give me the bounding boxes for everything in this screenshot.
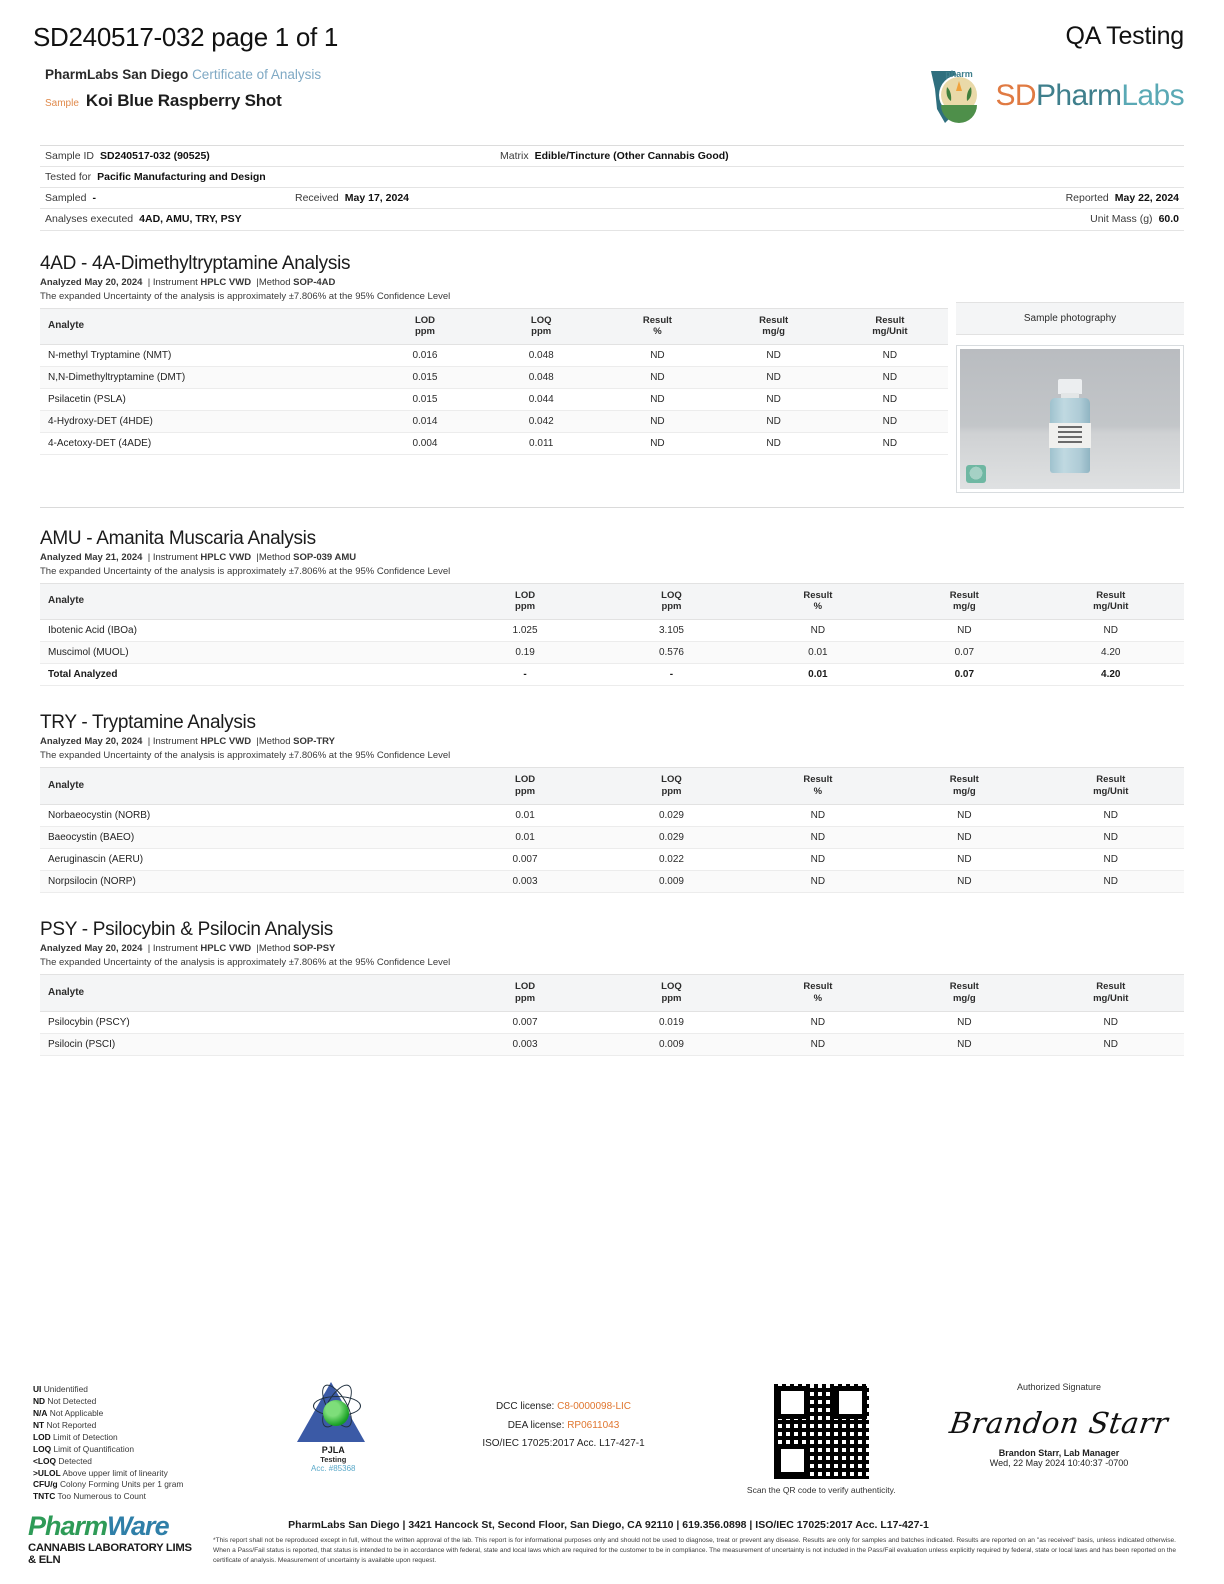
instrument-label: Instrument xyxy=(152,551,198,563)
received-cell xyxy=(295,192,545,205)
table-row xyxy=(40,871,1184,893)
cell-result-mgg: ND xyxy=(891,805,1037,827)
qr-caption: Scan the QR code to verify authenticity. xyxy=(746,1485,896,1496)
instrument-value: HPLC VWD xyxy=(200,736,252,748)
col-result-mgg: Result mg/g xyxy=(716,308,832,345)
section-meta: Analyzed May 21, 2024 | Instrument HPLC VWD |Method SOP-039 AMU xyxy=(40,551,357,563)
legend-item xyxy=(33,1432,248,1444)
brand-pharm: Pharm xyxy=(1035,79,1122,112)
cell-result-mgunit: ND xyxy=(1038,871,1184,893)
pjla-accreditation-number: Acc. #85368 xyxy=(311,1464,356,1474)
legend-text: Not Detected xyxy=(45,1396,97,1407)
page-header xyxy=(0,0,1224,53)
document-id: SD240517-032 page 1 of 1 xyxy=(33,22,339,52)
cell-result-pct: ND xyxy=(599,345,715,367)
table-row-total xyxy=(40,664,1184,686)
section-divider xyxy=(40,507,1184,508)
legend-abbr: <LOQ xyxy=(33,1455,57,1466)
table-row xyxy=(40,389,948,411)
instrument-label: Instrument xyxy=(152,943,198,954)
legend-item xyxy=(33,1396,248,1408)
cell-analyte: Psilocin (PSCI) xyxy=(40,1033,452,1055)
legend-abbr: UI xyxy=(33,1384,42,1395)
table-row xyxy=(40,642,1184,664)
cell-analyte: Psilocybin (PSCY) xyxy=(40,1011,452,1033)
section-uncertainty: The expanded Uncertainty of the analysis is approximately ±7.806% at the 95% Confidence Level xyxy=(40,957,451,968)
table-row xyxy=(40,805,1184,827)
cell-lod: 0.19 xyxy=(452,642,598,664)
sampled-value: - xyxy=(92,192,96,205)
brand-wordmark xyxy=(995,79,1184,113)
legend-text: Detected xyxy=(56,1455,92,1466)
iso-accreditation-line: ISO/IEC 17025:2017 Acc. L17-427-1 xyxy=(482,1438,645,1450)
cell-result-mgg: ND xyxy=(716,345,832,367)
matrix-label: Matrix xyxy=(500,150,529,162)
cell-analyte: 4-Acetoxy-DET (4ADE) xyxy=(40,433,367,455)
col-result-pct: Result % xyxy=(599,308,715,345)
col-analyte: Analyte xyxy=(40,308,367,345)
qa-testing-title: QA Testing xyxy=(1065,22,1184,50)
bottle-label xyxy=(1049,423,1091,448)
photo-frame xyxy=(956,345,1184,493)
cell-loq: 0.576 xyxy=(598,642,744,664)
col-result-mgg: Result mg/g xyxy=(891,583,1037,620)
method-label: Method xyxy=(258,551,291,563)
legend-abbr: NT xyxy=(33,1419,45,1430)
cell-lod: 0.003 xyxy=(452,1033,598,1055)
info-row-analyses xyxy=(40,209,1184,230)
cell-result-mgunit: ND xyxy=(1038,849,1184,871)
section-4ad xyxy=(40,253,1184,508)
cell-result-pct: ND xyxy=(745,849,891,871)
legend-text: Too Numerous to Count xyxy=(55,1491,146,1502)
lab-name: PharmLabs San Diego xyxy=(45,67,189,82)
analyses-label: Analyses executed xyxy=(45,213,134,226)
tested-for-label: Tested for xyxy=(45,171,92,184)
cell-lod: 0.01 xyxy=(452,827,598,849)
sample-id-label: Sample ID xyxy=(45,150,95,162)
watermark-icon xyxy=(966,465,986,483)
cell-analyte: Norpsilocin (NORP) xyxy=(40,871,452,893)
cell-result-pct: ND xyxy=(599,389,715,411)
pharmware-wordmark xyxy=(28,1513,193,1540)
instrument-label: Instrument xyxy=(152,276,198,288)
cell-result-pct: ND xyxy=(745,620,891,642)
signature-image: Brandon Starr xyxy=(947,1406,1171,1441)
sdpharmlabs-logo xyxy=(925,65,1184,127)
received-label: Received xyxy=(295,192,339,205)
table-row xyxy=(40,411,948,433)
cell-result-mgunit: ND xyxy=(832,411,948,433)
dea-license-value: RP0611043 xyxy=(567,1419,620,1431)
cell-lod: 0.015 xyxy=(367,389,483,411)
table-row xyxy=(40,345,948,367)
dcc-license-line: DCC license: C8-0000098-LIC xyxy=(495,1401,632,1413)
matrix-cell xyxy=(500,150,1179,163)
pharmware-logo xyxy=(28,1513,193,1566)
cell-loq: 0.042 xyxy=(483,411,599,433)
cell-result-mgg: ND xyxy=(891,871,1037,893)
legend-item xyxy=(33,1420,248,1432)
legend-text: Above upper limit of linearity xyxy=(60,1467,168,1478)
analyte-table-psy xyxy=(40,974,1184,1056)
cell-loq: 0.048 xyxy=(483,367,599,389)
col-result-mgg: Result mg/g xyxy=(891,768,1037,805)
unit-mass-cell xyxy=(500,213,1179,226)
table-row xyxy=(40,1033,1184,1055)
analyte-table-amu xyxy=(40,583,1184,687)
tested-for-cell xyxy=(45,171,500,184)
cell-lod: 0.015 xyxy=(367,367,483,389)
legend-abbr: CFU/g xyxy=(33,1479,58,1490)
legend-abbr: LOD xyxy=(33,1431,51,1442)
table-body-amu xyxy=(40,620,1184,686)
pjla-mark-icon xyxy=(297,1382,369,1444)
col-loq: LOQ ppm xyxy=(483,308,599,345)
brand-sd: SD xyxy=(995,79,1036,112)
legend-item xyxy=(33,1468,248,1480)
table-row xyxy=(40,367,948,389)
method-label: Method xyxy=(258,736,291,748)
table-body-try xyxy=(40,805,1184,893)
legend-abbr: LOQ xyxy=(33,1443,52,1454)
reported-label: Reported xyxy=(1065,192,1109,205)
cell-lod: 0.016 xyxy=(367,345,483,367)
footer-disclaimer: *This report shall not be reproduced except in full, without the written approval of the lab. This report is for informational purposes only and should not be used to diagnose, treat or prevent any disease. Results are only for samples and batches indicated. Results are reported on an "as received" basis, unless indicated otherwise. When a Pass/Fail status is reported, that status is intended to be in accordance with federal, state and local laws which are required for the customer to be in compliance. The measurement of uncertainty is not included in the Pass/Fail evaluation unless explicitly required by federal, state or local laws and has been reported on the certificate of analysis. Measurement of uncertainty is available upon request. xyxy=(213,1537,1176,1565)
cell-lod: 0.007 xyxy=(452,849,598,871)
col-result-mgunit: Result mg/Unit xyxy=(832,308,948,345)
cell-result-mgunit: ND xyxy=(1038,620,1184,642)
unit-mass-label: Unit Mass (g) xyxy=(1090,213,1153,226)
cell-total-loq: - xyxy=(598,664,744,686)
cell-result-pct: ND xyxy=(599,411,715,433)
reported-value: May 22, 2024 xyxy=(1114,192,1179,205)
matrix-value: Edible/Tincture (Other Cannabis Good) xyxy=(534,150,729,162)
info-row-sample-id xyxy=(40,146,1184,167)
analyte-table-try xyxy=(40,767,1184,893)
instrument-value: HPLC VWD xyxy=(200,943,252,954)
info-row-tested-for xyxy=(40,167,1184,188)
signature-block xyxy=(934,1376,1184,1468)
analyses-cell xyxy=(45,213,500,226)
pharmware-part2: Ware xyxy=(107,1511,169,1541)
cell-loq: 0.022 xyxy=(598,849,744,871)
sampled-label: Sampled xyxy=(45,192,87,205)
cell-result-mgg: ND xyxy=(891,1011,1037,1033)
cell-result-mgg: ND xyxy=(891,1033,1037,1055)
instrument-label: Instrument xyxy=(152,736,198,748)
cell-result-mgunit: ND xyxy=(832,433,948,455)
cell-lod: 0.01 xyxy=(452,805,598,827)
col-result-pct: Result % xyxy=(745,583,891,620)
cell-analyte: Aeruginascin (AERU) xyxy=(40,849,452,871)
sample-line xyxy=(45,91,321,111)
section-meta: Analyzed May 20, 2024 | Instrument HPLC VWD |Method SOP-4AD xyxy=(40,276,336,288)
method-value: SOP-PSY xyxy=(293,943,336,954)
cell-result-mgunit: ND xyxy=(1038,1011,1184,1033)
method-label: Method xyxy=(258,276,291,288)
license-block xyxy=(419,1376,709,1454)
dcc-license-value: C8-0000098-LIC xyxy=(557,1401,632,1413)
subheader xyxy=(0,53,1224,127)
cell-loq: 0.011 xyxy=(483,433,599,455)
sample-photo-image xyxy=(960,349,1180,489)
pjla-sub: Testing xyxy=(320,1455,347,1465)
cell-result-mgunit: ND xyxy=(1038,827,1184,849)
col-lod: LOD ppm xyxy=(452,768,598,805)
coa-label: Certificate of Analysis xyxy=(192,67,322,82)
reported-cell xyxy=(545,192,1179,205)
cell-result-pct: ND xyxy=(599,367,715,389)
signer-name-role: Brandon Starr, Lab Manager xyxy=(998,1448,1120,1459)
sample-tag-label: Sample xyxy=(45,98,79,109)
method-value: SOP-TRY xyxy=(293,736,336,748)
section-title: TRY - Tryptamine Analysis xyxy=(40,712,256,734)
cell-result-pct: ND xyxy=(745,1033,891,1055)
page-footer xyxy=(0,1376,1224,1584)
sample-name: Koi Blue Raspberry Shot xyxy=(85,91,282,110)
col-loq: LOQ ppm xyxy=(598,768,744,805)
legend-text: Limit of Detection xyxy=(50,1431,118,1442)
cell-result-mgunit: ND xyxy=(832,389,948,411)
col-result-mgunit: Result mg/Unit xyxy=(1038,768,1184,805)
cell-lod: 1.025 xyxy=(452,620,598,642)
cell-lod: 0.007 xyxy=(452,1011,598,1033)
qr-code-icon[interactable] xyxy=(774,1384,869,1479)
analyzed-date: May 20, 2024 xyxy=(84,943,143,954)
cell-total-pct: 0.01 xyxy=(745,664,891,686)
table-header-row xyxy=(40,583,1184,620)
col-result-pct: Result % xyxy=(745,768,891,805)
col-lod: LOD ppm xyxy=(452,975,598,1012)
analyzed-label: Analyzed xyxy=(40,943,82,954)
section-psy xyxy=(40,919,1184,1056)
table-row xyxy=(40,849,1184,871)
info-row-dates xyxy=(40,188,1184,209)
cell-loq: 0.009 xyxy=(598,871,744,893)
bottle-cap xyxy=(1058,379,1082,394)
sample-id-value: SD240517-032 (90525) xyxy=(100,150,210,162)
cell-lod: 0.004 xyxy=(367,433,483,455)
sample-photography-panel xyxy=(956,302,1184,493)
section-try xyxy=(40,712,1184,893)
analyzed-date: May 20, 2024 xyxy=(84,736,143,748)
table-body-4ad xyxy=(40,345,948,455)
cell-analyte: Muscimol (MUOL) xyxy=(40,642,452,664)
table-header-row xyxy=(40,975,1184,1012)
cell-total-mgg: 0.07 xyxy=(891,664,1037,686)
col-result-mgg: Result mg/g xyxy=(891,975,1037,1012)
section-amu xyxy=(40,528,1184,687)
instrument-value: HPLC VWD xyxy=(200,551,252,563)
legend-item xyxy=(33,1491,248,1503)
lab-name-line xyxy=(45,67,321,82)
legend-abbr: ND xyxy=(33,1396,46,1407)
col-result-mgunit: Result mg/Unit xyxy=(1038,583,1184,620)
abbreviation-legend xyxy=(33,1376,248,1503)
section-title: 4AD - 4A-Dimethyltryptamine Analysis xyxy=(40,252,351,274)
footer-address: PharmLabs San Diego | 3421 Hancock St, Second Floor, San Diego, CA 92110 | 619.356.0898 | ISO/IEC 17025:2017 Acc. L17-427-1 xyxy=(288,1519,929,1532)
unit-mass-value: 60.0 xyxy=(1158,213,1179,226)
tested-for-value: Pacific Manufacturing and Design xyxy=(97,171,266,184)
cell-result-mgg: ND xyxy=(891,849,1037,871)
legend-item xyxy=(33,1408,248,1420)
col-lod: LOD ppm xyxy=(452,583,598,620)
cell-result-mgg: ND xyxy=(716,433,832,455)
cell-result-pct: ND xyxy=(599,433,715,455)
cell-result-pct: ND xyxy=(745,805,891,827)
section-uncertainty: The expanded Uncertainty of the analysis is approximately ±7.806% at the 95% Confidence Level xyxy=(40,290,451,302)
analyte-table-4ad xyxy=(40,308,948,456)
legend-text: Colony Forming Units per 1 gram xyxy=(57,1479,184,1490)
cell-result-mgunit: ND xyxy=(832,367,948,389)
legend-text: Not Applicable xyxy=(47,1407,104,1418)
cell-result-mgunit: ND xyxy=(1038,805,1184,827)
authorized-signature-label: Authorized Signature xyxy=(1016,1382,1102,1393)
legend-item xyxy=(33,1384,248,1396)
sample-info-table xyxy=(40,145,1184,231)
svg-text:pharm: pharm xyxy=(945,69,974,79)
cell-total-mgunit: 4.20 xyxy=(1038,664,1184,686)
pjla-accreditation-logo xyxy=(273,1376,393,1473)
table-header-row xyxy=(40,308,948,345)
table-row xyxy=(40,827,1184,849)
col-analyte: Analyte xyxy=(40,768,452,805)
cell-result-pct: ND xyxy=(745,871,891,893)
pharmware-part1: Pharm xyxy=(28,1511,108,1541)
legend-text: Unidentified xyxy=(41,1384,88,1395)
cell-result-mgunit: 4.20 xyxy=(1038,642,1184,664)
california-bear-logo-icon xyxy=(925,65,991,127)
cell-analyte: Psilacetin (PSLA) xyxy=(40,389,367,411)
cell-result-mgg: ND xyxy=(716,389,832,411)
cell-result-mgg: ND xyxy=(891,827,1037,849)
analyzed-date: May 20, 2024 xyxy=(84,276,143,288)
method-label: Method xyxy=(258,943,291,954)
cell-analyte: Baeocystin (BAEO) xyxy=(40,827,452,849)
legend-text: Not Reported xyxy=(44,1419,97,1430)
analyzed-label: Analyzed xyxy=(40,276,82,288)
cell-loq: 3.105 xyxy=(598,620,744,642)
cell-analyte: Norbaeocystin (NORB) xyxy=(40,805,452,827)
cell-total-lod: - xyxy=(452,664,598,686)
photo-header: Sample photography xyxy=(956,302,1184,335)
col-result-mgunit: Result mg/Unit xyxy=(1038,975,1184,1012)
cell-analyte: N-methyl Tryptamine (NMT) xyxy=(40,345,367,367)
cell-result-pct: ND xyxy=(745,827,891,849)
cell-result-mgg: 0.07 xyxy=(891,642,1037,664)
cell-lod: 0.003 xyxy=(452,871,598,893)
section-meta: Analyzed May 20, 2024 | Instrument HPLC VWD |Method SOP-TRY xyxy=(40,736,336,748)
section-uncertainty: The expanded Uncertainty of the analysis is approximately ±7.806% at the 95% Confidence Level xyxy=(40,565,451,577)
analyzed-label: Analyzed xyxy=(40,736,82,748)
cell-analyte: N,N-Dimethyltryptamine (DMT) xyxy=(40,367,367,389)
table-row xyxy=(40,433,948,455)
received-value: May 17, 2024 xyxy=(344,192,409,205)
sample-id-cell xyxy=(45,150,500,163)
legend-item xyxy=(33,1444,248,1456)
cell-result-pct: ND xyxy=(745,1011,891,1033)
signature-timestamp: Wed, 22 May 2024 10:40:37 -0700 xyxy=(989,1458,1129,1469)
cell-total-label: Total Analyzed xyxy=(40,664,452,686)
legend-abbr: TNTC xyxy=(33,1491,56,1502)
cell-loq: 0.044 xyxy=(483,389,599,411)
legend-abbr: N/A xyxy=(33,1407,48,1418)
section-uncertainty: The expanded Uncertainty of the analysis is approximately ±7.806% at the 95% Confidence Level xyxy=(40,750,451,762)
section-meta: Analyzed May 20, 2024 | Instrument HPLC VWD |Method SOP-PSY xyxy=(40,943,336,954)
cell-analyte: 4-Hydroxy-DET (4HDE) xyxy=(40,411,367,433)
dea-license-line: DEA license: RP0611043 xyxy=(507,1419,620,1431)
table-row xyxy=(40,620,1184,642)
col-lod: LOD ppm xyxy=(367,308,483,345)
legend-item xyxy=(33,1479,248,1491)
cell-result-mgg: ND xyxy=(716,367,832,389)
cell-lod: 0.014 xyxy=(367,411,483,433)
table-row xyxy=(40,1011,1184,1033)
section-title: PSY - Psilocybin & Psilocin Analysis xyxy=(40,919,333,940)
pharmware-tagline: CANNABIS LABORATORY LIMS & ELN xyxy=(28,1542,192,1566)
cell-result-mgunit: ND xyxy=(1038,1033,1184,1055)
legend-item xyxy=(33,1456,248,1468)
cell-loq: 0.029 xyxy=(598,805,744,827)
col-analyte: Analyte xyxy=(40,975,452,1012)
analyzed-label: Analyzed xyxy=(40,551,82,563)
cell-loq: 0.029 xyxy=(598,827,744,849)
col-loq: LOQ ppm xyxy=(598,975,744,1012)
analyses-value: 4AD, AMU, TRY, PSY xyxy=(139,213,242,226)
sampled-cell xyxy=(45,192,295,205)
brand-labs: Labs xyxy=(1121,79,1184,112)
qr-verification-block xyxy=(734,1376,909,1495)
section-title: AMU - Amanita Muscaria Analysis xyxy=(40,527,316,549)
cell-loq: 0.019 xyxy=(598,1011,744,1033)
method-value: SOP-039 AMU xyxy=(293,551,357,563)
table-body-psy xyxy=(40,1011,1184,1055)
bottle-illustration xyxy=(1050,379,1090,473)
col-analyte: Analyte xyxy=(40,583,452,620)
cell-loq: 0.048 xyxy=(483,345,599,367)
cell-analyte: Ibotenic Acid (IBOa) xyxy=(40,620,452,642)
col-result-pct: Result % xyxy=(745,975,891,1012)
pjla-name: PJLA xyxy=(321,1445,345,1456)
legend-text: Limit of Quantification xyxy=(51,1443,135,1454)
cell-result-mgunit: ND xyxy=(832,345,948,367)
method-value: SOP-4AD xyxy=(293,276,336,288)
cell-result-mgg: ND xyxy=(891,620,1037,642)
col-loq: LOQ ppm xyxy=(598,583,744,620)
analyzed-date: May 21, 2024 xyxy=(84,551,143,563)
instrument-value: HPLC VWD xyxy=(200,276,252,288)
table-header-row xyxy=(40,768,1184,805)
cell-result-mgg: ND xyxy=(716,411,832,433)
cell-loq: 0.009 xyxy=(598,1033,744,1055)
cell-result-pct: 0.01 xyxy=(745,642,891,664)
legend-abbr: >ULOL xyxy=(33,1467,61,1478)
